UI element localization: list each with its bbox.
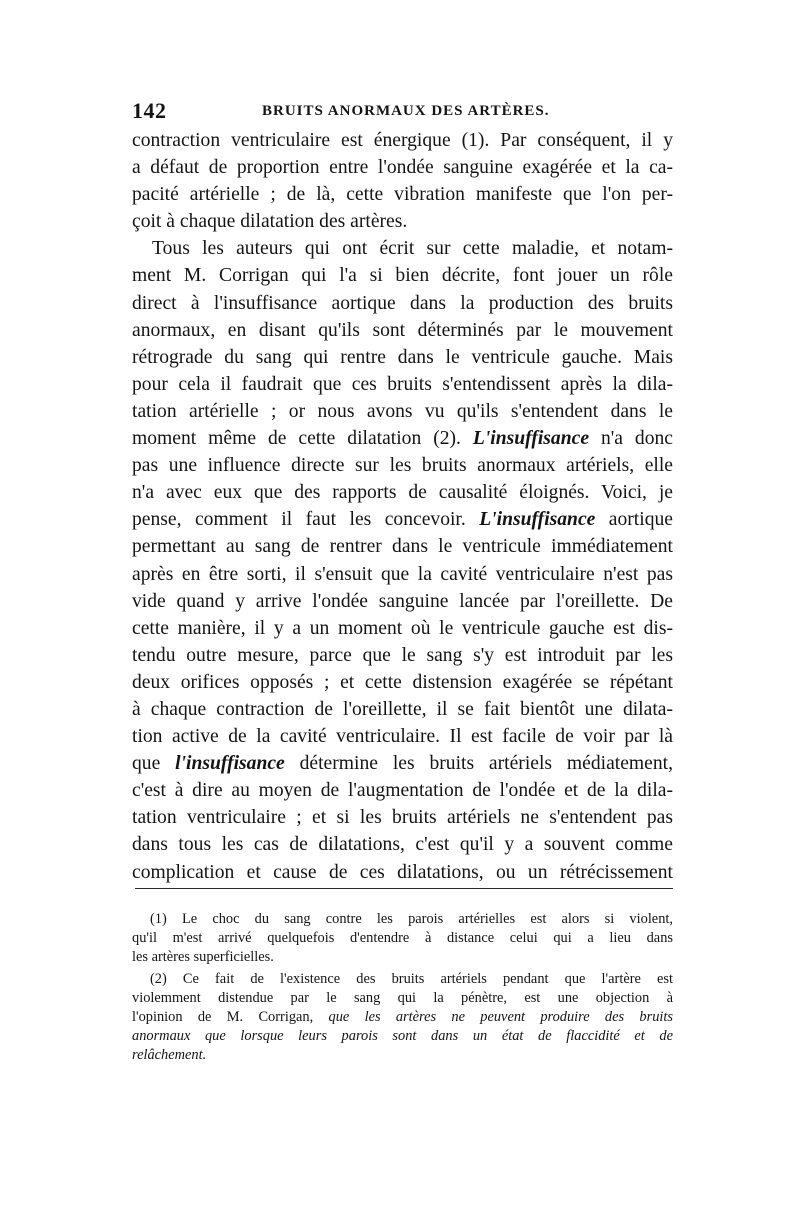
text-line <box>132 859 673 886</box>
text-line <box>132 804 673 831</box>
page-header <box>132 98 672 126</box>
text-segment: cette manière, il y a un moment où le ventricule gauche est dis- <box>132 617 673 639</box>
text-line <box>132 398 673 425</box>
text-segment: n'a donc <box>589 428 673 450</box>
text-segment: qu'il m'est arrivé quelquefois d'entendre à distance celui qui a lieu dans <box>132 930 673 946</box>
text-segment: tation ventriculaire ; et si les bruits artériels ne s'entendent pas <box>132 807 673 829</box>
text-segment: vide quand y arrive l'ondée sanguine lancée par l'oreillette. De <box>132 590 673 612</box>
text-segment: pas une influence directe sur les bruits anormaux artériels, elle <box>132 455 673 477</box>
text-segment: tation artérielle ; or nous avons vu qu'ils s'entendent dans le <box>132 400 673 422</box>
footnote-line <box>132 948 673 967</box>
text-line <box>132 696 673 723</box>
text-line <box>132 317 673 344</box>
text-segment: rétrograde du sang qui rentre dans le ventricule gauche. Mais <box>132 346 673 368</box>
text-segment: après en être sorti, il s'ensuit que la cavité ventriculaire n'est pas <box>132 563 673 585</box>
footnote-line <box>132 1008 673 1027</box>
footnote-line <box>132 1046 673 1065</box>
text-line <box>132 642 673 669</box>
page-number: 142 <box>132 98 167 123</box>
text-segment: aortique <box>595 509 673 531</box>
text-line <box>132 831 673 858</box>
footnote-line <box>132 910 673 929</box>
text-segment: détermine les bruits artériels médiatement, <box>284 753 673 775</box>
footnote <box>132 910 673 967</box>
text-segment: à chaque contraction de l'oreillette, il se fait bientôt une dilata- <box>132 698 673 720</box>
text-segment: complication et cause de ces dilatations, ou un rétrécissement <box>132 861 673 883</box>
text-line <box>132 561 673 588</box>
italic-segment: anormaux que lorsque leurs parois sont dans un état de flaccidité et de <box>132 1028 673 1044</box>
body-text <box>132 127 673 886</box>
text-line <box>132 208 673 235</box>
text-segment: pour cela il faudrait que ces bruits s'entendissent après la dila- <box>132 373 673 395</box>
text-line <box>132 344 673 371</box>
italic-segment: que les artères ne peuvent produire des bruits <box>328 1009 673 1025</box>
text-line <box>132 290 673 317</box>
running-title: BRUITS ANORMAUX DES ARTÈRES. <box>262 103 550 119</box>
text-line <box>132 127 673 154</box>
footnote-line <box>132 970 673 989</box>
footnote-line <box>132 1027 673 1046</box>
text-segment: n'a avec eux que des rapports de causalité éloignés. Voici, je <box>132 482 673 504</box>
text-segment: moment même de cette dilatation (2). <box>132 428 473 450</box>
text-line <box>132 723 673 750</box>
text-line <box>132 479 673 506</box>
italic-segment: l'insuffisance <box>175 753 285 775</box>
text-line <box>132 533 673 560</box>
footnotes <box>132 910 673 1065</box>
text-segment: l'opinion de M. Corrigan, <box>132 1009 329 1025</box>
text-segment: violemment distendue par le sang qui la pénètre, est une objection à <box>132 990 673 1006</box>
text-segment: contraction ventriculaire est énergique (1). Par conséquent, il y <box>132 130 673 151</box>
text-line <box>132 588 673 615</box>
italic-segment: relâchement. <box>132 1047 207 1063</box>
text-segment: çoit à chaque dilatation des artères. <box>132 211 408 233</box>
italic-segment: L'insuffisance <box>479 509 596 531</box>
text-segment: ment M. Corrigan qui l'a si bien décrite, font jouer un rôle <box>132 265 673 287</box>
italic-segment: L'insuffisance <box>472 428 590 450</box>
text-segment: que <box>132 753 176 775</box>
text-line <box>132 181 673 208</box>
text-segment: tendu outre mesure, parce que le sang s'y est introduit par les <box>132 644 673 666</box>
text-segment: pense, comment il faut les concevoir. <box>132 509 480 531</box>
text-segment: deux orifices opposés ; et cette distension exagérée se répétant <box>132 671 673 693</box>
text-segment: permettant au sang de rentrer dans le ventricule immédiatement <box>132 536 673 558</box>
footnote <box>132 970 673 1065</box>
text-segment: pacité artérielle ; de là, cette vibration manifeste que l'on per- <box>132 184 673 206</box>
text-line <box>132 154 673 181</box>
text-segment: les artères superficielles. <box>132 949 274 965</box>
text-line <box>132 777 673 804</box>
text-segment: a défaut de proportion entre l'ondée sanguine exagérée et la ca- <box>132 157 673 179</box>
text-line <box>132 425 673 452</box>
text-segment: Tous les auteurs qui ont écrit sur cette maladie, et notam- <box>152 238 673 260</box>
text-line <box>132 750 673 777</box>
text-line <box>132 371 673 398</box>
text-segment: (1) Le choc du sang contre les parois artérielles est alors si violent, <box>150 911 673 927</box>
text-segment: anormaux, en disant qu'ils sont déterminés par le mouvement <box>132 319 673 341</box>
text-line <box>132 669 673 696</box>
text-segment: tion active de la cavité ventriculaire. Il est facile de voir par là <box>132 726 673 748</box>
footnote-line <box>132 989 673 1008</box>
text-line <box>132 615 673 642</box>
text-segment: direct à l'insuffisance aortique dans la production des bruits <box>132 292 673 314</box>
text-segment: c'est à dire au moyen de l'augmentation de l'ondée et de la dila- <box>132 780 673 802</box>
text-line <box>132 235 673 262</box>
text-segment: dans tous les cas de dilatations, c'est qu'il y a souvent comme <box>132 834 673 856</box>
text-line <box>132 262 673 289</box>
text-line <box>132 452 673 479</box>
text-segment: (2) Ce fait de l'existence des bruits artériels pendant que l'artère est <box>150 971 673 987</box>
footnote-rule <box>135 888 673 889</box>
footnote-line <box>132 929 673 948</box>
text-line <box>132 506 673 533</box>
